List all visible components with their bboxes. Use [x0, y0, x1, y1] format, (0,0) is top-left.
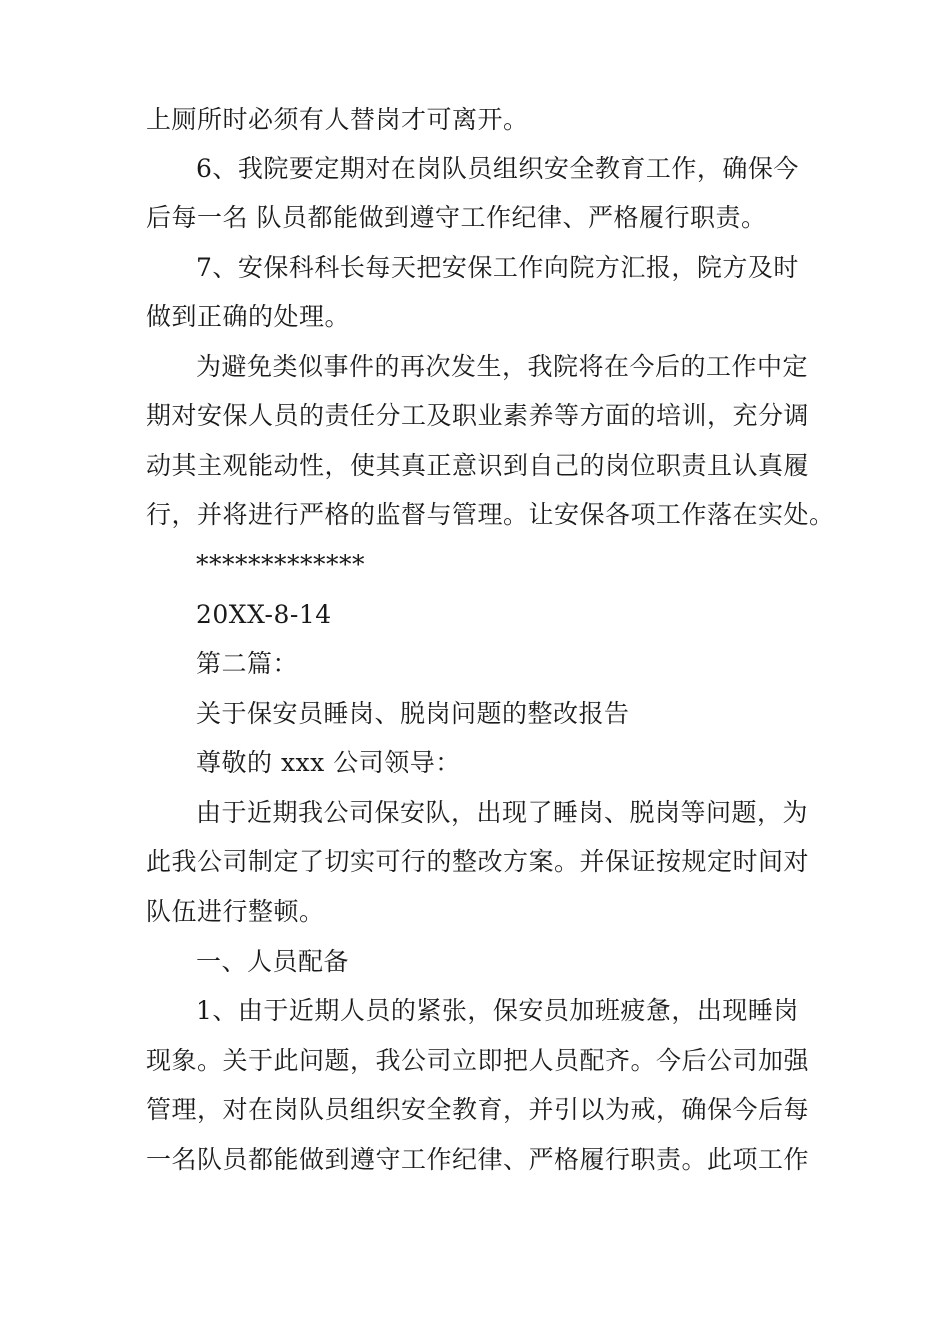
- report-title: 关于保安员睡岗、脱岗问题的整改报告: [196, 699, 630, 728]
- section-heading: 第二篇：: [196, 649, 299, 678]
- text-line: 1、由于近期人员的紧张，保安员加班疲惫，出现睡岗: [196, 996, 799, 1025]
- text-line: 行，并将进行严格的监督与管理。让安保各项工作落在实处。: [146, 500, 835, 529]
- text-line: 为避免类似事件的再次发生，我院将在今后的工作中定: [196, 352, 809, 381]
- text-line: 现象。关于此问题，我公司立即把人员配齐。今后公司加强: [146, 1046, 810, 1075]
- text-line: 7、安保科科长每天把安保工作向院方汇报，院方及时: [196, 253, 799, 282]
- text-line: 上厕所时必须有人替岗才可离开。: [146, 105, 529, 134]
- subsection-heading: 一、人员配备: [196, 947, 350, 976]
- text-line: 后每一名 队员都能做到遵守工作纪律、严格履行职责。: [146, 203, 767, 232]
- text-line: 一名队员都能做到遵守工作纪律、严格履行职责。此项工作: [146, 1145, 810, 1174]
- text-line: 6、我院要定期对在岗队员组织安全教育工作，确保今: [196, 154, 799, 183]
- text-line: 动其主观能动性，使其真正意识到自己的岗位职责且认真履: [146, 451, 810, 480]
- date-line: 20XX-8-14: [196, 600, 332, 629]
- text-line: 由于近期我公司保安队，出现了睡岗、脱岗等问题，为: [196, 798, 809, 827]
- text-line: 队伍进行整顿。: [146, 897, 325, 926]
- text-line: 此我公司制定了切实可行的整改方案。并保证按规定时间对: [146, 847, 810, 876]
- signature-mask: *************: [196, 550, 365, 579]
- text-line: 期对安保人员的责任分工及职业素养等方面的培训，充分调: [146, 401, 810, 430]
- text-line: 管理，对在岗队员组织安全教育，并引以为戒，确保今后每: [146, 1095, 810, 1124]
- salutation: 尊敬的 xxx 公司领导：: [196, 748, 461, 777]
- text-line: 做到正确的处理。: [146, 302, 351, 331]
